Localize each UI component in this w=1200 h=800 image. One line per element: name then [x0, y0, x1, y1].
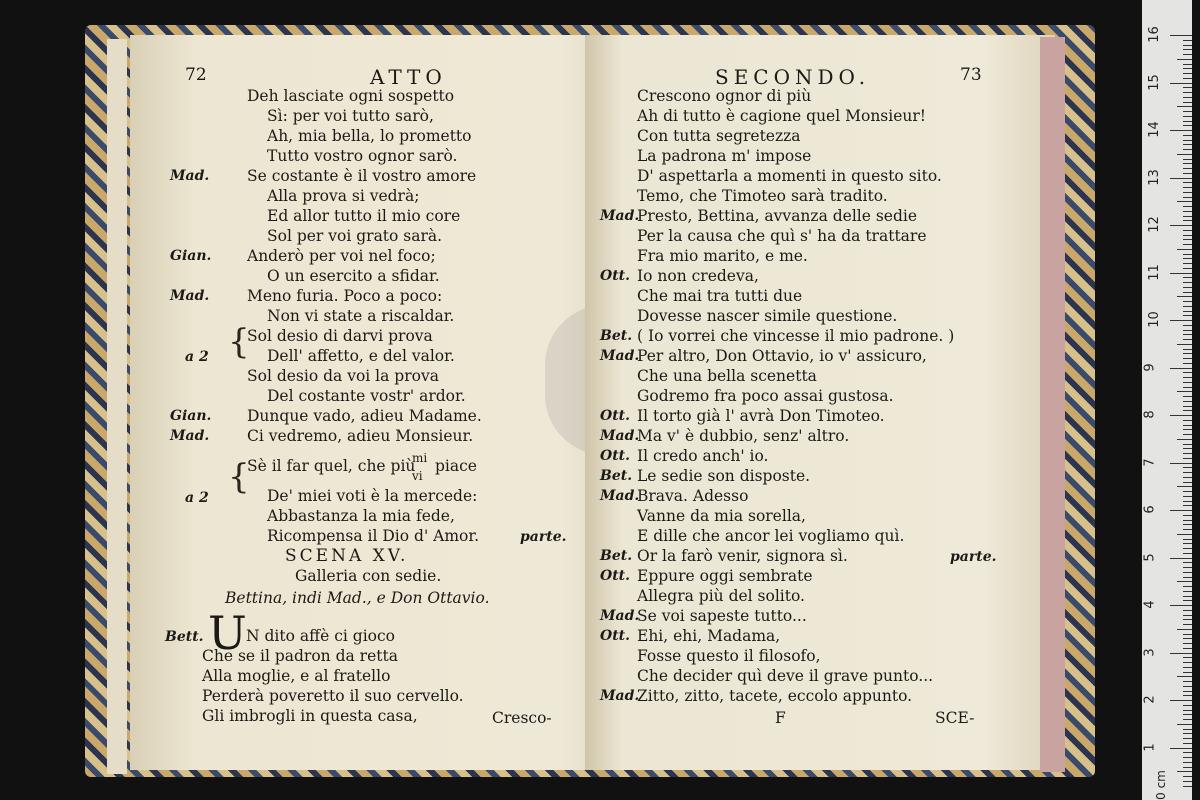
- ruler-tick: [1183, 444, 1192, 445]
- ruler-tick: [1183, 710, 1192, 711]
- brace: {: [228, 457, 250, 497]
- verse-line: Sè il far quel, che più: [247, 457, 416, 475]
- verse-line: Io non credeva,: [637, 267, 759, 285]
- ruler-number: 16: [1146, 26, 1162, 43]
- ruler-tick: [1183, 263, 1192, 264]
- ruler-tick: [1183, 719, 1192, 720]
- speaker-label: Mad.: [170, 288, 210, 304]
- verse-line: Per altro, Don Ottavio, io v' assicuro,: [637, 347, 927, 365]
- ruler-tick: [1183, 68, 1192, 69]
- ruler-tick: [1183, 140, 1192, 141]
- ruler-tick: [1177, 676, 1192, 677]
- ruler-number: 10: [1146, 311, 1162, 328]
- verse-line: Del costante vostr' ardor.: [267, 387, 466, 405]
- speaker-label: Mad.: [600, 488, 640, 504]
- ruler-tick: [1183, 738, 1192, 739]
- verse-line: Deh lasciate ogni sospetto: [247, 87, 455, 105]
- ruler-tick: [1183, 163, 1192, 164]
- verse-line: Sol desio da voi la prova: [247, 367, 439, 385]
- ruler-number: 15: [1146, 73, 1162, 91]
- verse-line: Presto, Bettina, avvanza delle sedie: [637, 207, 918, 225]
- a2-label: a 2: [185, 490, 209, 506]
- setting-line: Galleria con sedie.: [295, 567, 442, 585]
- ruler-tick: [1183, 382, 1192, 383]
- verse-line: Ricompensa il Dio d' Amor.: [267, 527, 479, 545]
- ruler-number: 9: [1142, 362, 1158, 372]
- subscript-vi: vi: [412, 469, 423, 483]
- ruler-tick: [1183, 396, 1192, 397]
- ruler-tick: [1183, 586, 1192, 587]
- ruler-number: 11: [1146, 263, 1162, 281]
- speaker-label: Mad.: [600, 208, 640, 224]
- ruler-tick: [1183, 543, 1192, 544]
- ruler-tick: [1183, 306, 1192, 307]
- ruler-tick: [1183, 448, 1192, 449]
- ruler-tick: [1177, 249, 1192, 250]
- verse-line: Dovesse nascer simile questione.: [637, 307, 898, 325]
- ruler-tick: [1183, 577, 1192, 578]
- ruler-tick: [1183, 330, 1192, 331]
- ruler-tick: [1183, 401, 1192, 402]
- verse-word: piace: [435, 457, 477, 475]
- verse-line: Temo, che Timoteo sarà tradito.: [637, 187, 888, 205]
- speaker-label: Mad.: [170, 428, 210, 444]
- ruler-tick: [1183, 197, 1192, 198]
- ruler-tick: [1170, 35, 1192, 36]
- verse-line: Ah, mia bella, lo prometto: [267, 127, 472, 145]
- ruler-tick: [1183, 187, 1192, 188]
- verse-line: Ci vedremo, adieu Monsieur.: [247, 427, 474, 445]
- ruler-tick: [1183, 553, 1192, 554]
- ruler-tick: [1183, 434, 1192, 435]
- ruler-number: 4: [1142, 600, 1158, 609]
- ruler-tick: [1183, 467, 1192, 468]
- ruler-tick: [1183, 92, 1192, 93]
- ruler-tick: [1170, 748, 1192, 749]
- stage-direction: parte.: [520, 529, 567, 545]
- ruler-tick: [1183, 572, 1192, 573]
- ruler-tick: [1170, 463, 1192, 464]
- ruler-number: 7: [1142, 457, 1158, 467]
- ruler-tick: [1183, 125, 1192, 126]
- verse-line: Dell' affetto, e del valor.: [267, 347, 455, 365]
- ruler-tick: [1177, 201, 1192, 202]
- ruler-tick: [1183, 40, 1192, 41]
- superscript-mi: mi: [412, 451, 428, 465]
- verse-line: Fosse questo il filosofo,: [637, 647, 821, 665]
- verse-line: Se costante è il vostro amore: [247, 167, 477, 185]
- ruler-tick: [1183, 54, 1192, 55]
- ruler-tick: [1183, 206, 1192, 207]
- ruler-tick: [1177, 296, 1192, 297]
- verse-line: E dille che ancor lei vogliamo quì.: [637, 527, 905, 545]
- ruler-tick: [1183, 776, 1192, 777]
- ruler-tick: [1183, 672, 1192, 673]
- ruler-tick: [1183, 729, 1192, 730]
- ruler-tick: [1183, 45, 1192, 46]
- ruler-tick: [1183, 349, 1192, 350]
- ruler-tick: [1183, 705, 1192, 706]
- speaker-label: Gian.: [170, 248, 212, 264]
- ruler-tick: [1170, 700, 1192, 701]
- ruler-tick: [1183, 681, 1192, 682]
- ruler-tick: [1183, 767, 1192, 768]
- ruler-tick: [1183, 339, 1192, 340]
- ruler-tick: [1170, 178, 1192, 179]
- page-number: 73: [960, 65, 982, 85]
- verse-line: Godremo fra poco assai gustosa.: [637, 387, 894, 405]
- verse-line: Abbastanza la mia fede,: [267, 507, 455, 525]
- ruler-tick: [1183, 244, 1192, 245]
- ruler-number: 14: [1146, 121, 1162, 138]
- ruler-number: 2: [1142, 695, 1158, 704]
- ruler-tick: [1183, 496, 1192, 497]
- ruler-tick: [1183, 596, 1192, 597]
- ruler-tick: [1183, 567, 1192, 568]
- speaker-label: Ott.: [600, 568, 631, 584]
- speaker-label: Mad.: [600, 688, 640, 704]
- ruler-tick: [1183, 406, 1192, 407]
- speaker-label: Ott.: [600, 268, 631, 284]
- ruler-tick: [1183, 786, 1192, 787]
- ruler-tick: [1183, 600, 1192, 601]
- ruler-tick: [1183, 624, 1192, 625]
- ruler-tick: [1183, 97, 1192, 98]
- verse-line: De' miei voti è la mercede:: [267, 487, 478, 505]
- drop-cap: U: [208, 606, 247, 660]
- ruler-tick: [1183, 482, 1192, 483]
- verse-line: Ed allor tutto il mio core: [267, 207, 461, 225]
- ruler-tick: [1183, 491, 1192, 492]
- ruler-tick: [1183, 254, 1192, 255]
- ruler-tick: [1170, 320, 1192, 321]
- ruler-tick: [1183, 116, 1192, 117]
- speaker-label: Bet.: [600, 468, 633, 484]
- ruler-tick: [1170, 653, 1192, 654]
- brace: {: [228, 322, 250, 362]
- right-page: [585, 35, 1055, 770]
- ruler-tick: [1183, 87, 1192, 88]
- ruler-tick: [1183, 173, 1192, 174]
- speaker-label: Ott.: [600, 628, 631, 644]
- ruler-tick: [1183, 334, 1192, 335]
- verse-line: Per la causa che quì s' ha da trattare: [637, 227, 927, 245]
- ruler-number: 8: [1142, 410, 1158, 419]
- ruler-tick: [1177, 486, 1192, 487]
- ruler-tick: [1183, 258, 1192, 259]
- ruler-tick: [1183, 282, 1192, 283]
- ruler-tick: [1177, 724, 1192, 725]
- ruler-tick: [1183, 353, 1192, 354]
- ruler-tick: [1183, 235, 1192, 236]
- verse-line: Il credo anch' io.: [637, 447, 769, 465]
- ruler-tick: [1183, 377, 1192, 378]
- right-page-edges: [1040, 37, 1065, 772]
- verse-line: Che se il padron da retta: [202, 647, 398, 665]
- ruler-tick: [1183, 49, 1192, 50]
- ruler-tick: [1183, 638, 1192, 639]
- speaker-label: Bet.: [600, 328, 633, 344]
- ruler-tick: [1170, 130, 1192, 131]
- page-number: 72: [185, 65, 207, 85]
- ruler-tick: [1183, 695, 1192, 696]
- ruler-tick: [1183, 520, 1192, 521]
- verse-line: Meno furia. Poco a poco:: [247, 287, 443, 305]
- ruler-tick: [1170, 558, 1192, 559]
- verse-line: Dunque vado, adieu Madame.: [247, 407, 482, 425]
- verse-line: Se voi sapeste tutto...: [637, 607, 807, 625]
- ruler-tick: [1183, 216, 1192, 217]
- ruler-tick: [1177, 106, 1192, 107]
- ruler-tick: [1183, 168, 1192, 169]
- ruler-tick: [1183, 477, 1192, 478]
- ruler-tick: [1183, 733, 1192, 734]
- a2-label: a 2: [185, 349, 209, 365]
- ruler-tick: [1183, 78, 1192, 79]
- ruler-tick: [1183, 515, 1192, 516]
- ruler-tick: [1183, 691, 1192, 692]
- verse-line: Sì: per voi tutto sarò,: [267, 107, 434, 125]
- ruler-tick: [1183, 211, 1192, 212]
- ruler-number: 3: [1142, 647, 1158, 657]
- ruler-tick: [1183, 182, 1192, 183]
- catchword: SCE-: [935, 709, 975, 727]
- ruler-number: 6: [1142, 505, 1158, 514]
- ruler-tick: [1183, 781, 1192, 782]
- ruler-tick: [1177, 581, 1192, 582]
- verse-line: Sol desio di darvi prova: [247, 327, 433, 345]
- speaker-label: Gian.: [170, 408, 212, 424]
- ruler-tick: [1170, 510, 1192, 511]
- ruler-tick: [1183, 524, 1192, 525]
- verse-line: ( Io vorrei che vincesse il mio padrone. ): [637, 327, 955, 345]
- signature-mark: F: [775, 709, 786, 727]
- open-book: [85, 25, 1095, 777]
- ruler-tick: [1183, 762, 1192, 763]
- ruler-tick: [1183, 358, 1192, 359]
- verse-line: Allegra più del solito.: [637, 587, 805, 605]
- verse-line: Con tutta segretezza: [637, 127, 801, 145]
- ruler-tick: [1183, 429, 1192, 430]
- verse-line: Che decider quì deve il grave punto...: [637, 667, 934, 685]
- ruler-tick: [1183, 372, 1192, 373]
- ruler-tick: [1183, 562, 1192, 563]
- ruler-number: 5: [1142, 552, 1158, 562]
- ruler-tick: [1177, 439, 1192, 440]
- ruler-tick: [1170, 225, 1192, 226]
- verse-line: Non vi state a riscaldar.: [267, 307, 455, 325]
- verse-line: Fra mio marito, e me.: [637, 247, 808, 265]
- ruler-tick: [1183, 714, 1192, 715]
- ruler-tick: [1183, 472, 1192, 473]
- ruler-tick: [1183, 230, 1192, 231]
- ruler-tick: [1170, 273, 1192, 274]
- speaker-label: Ott.: [600, 448, 631, 464]
- verse-line: Alla prova si vedrà;: [267, 187, 420, 205]
- verse-line: Ehi, ehi, Madama,: [637, 627, 781, 645]
- verse-line: Sol per voi grato sarà.: [267, 227, 443, 245]
- ruler-tick: [1183, 662, 1192, 663]
- verse-line: Crescono ognor di più: [637, 87, 812, 105]
- ruler-tick: [1183, 387, 1192, 388]
- speaker-label: Ott.: [600, 408, 631, 424]
- left-page-edges: [107, 39, 127, 774]
- verse-line: Che mai tra tutti due: [637, 287, 803, 305]
- ruler-tick: [1177, 154, 1192, 155]
- speaker-label: Mad.: [170, 168, 210, 184]
- ruler-tick: [1183, 667, 1192, 668]
- catchword: Cresco-: [492, 709, 552, 727]
- ruler-unit: 0 cm: [1153, 770, 1168, 800]
- ruler-tick: [1177, 629, 1192, 630]
- running-header: ATTO: [370, 65, 447, 89]
- ruler-tick: [1177, 534, 1192, 535]
- ruler-tick: [1183, 121, 1192, 122]
- ruler-tick: [1183, 192, 1192, 193]
- ruler-tick: [1183, 159, 1192, 160]
- ruler-tick: [1177, 344, 1192, 345]
- ruler-tick: [1183, 539, 1192, 540]
- ruler-tick: [1183, 643, 1192, 644]
- ruler-tick: [1183, 634, 1192, 635]
- ruler-tick: [1183, 135, 1192, 136]
- verse-line: Perderà poveretto il suo cervello.: [202, 687, 464, 705]
- verse-line: Ah di tutto è cagione quel Monsieur!: [637, 107, 927, 125]
- speaker-label: Bett.: [165, 629, 204, 645]
- ruler-tick: [1183, 610, 1192, 611]
- ruler-tick: [1183, 743, 1192, 744]
- verse-line: Zitto, zitto, tacete, eccolo appunto.: [637, 687, 913, 705]
- ruler-tick: [1170, 605, 1192, 606]
- ruler-tick: [1183, 648, 1192, 649]
- ruler-tick: [1183, 363, 1192, 364]
- scene-title: SCENA XV.: [285, 546, 409, 566]
- verse-line: Eppure oggi sembrate: [637, 567, 813, 585]
- ruler-tick: [1183, 325, 1192, 326]
- ruler-tick: [1183, 292, 1192, 293]
- ruler-tick: [1183, 458, 1192, 459]
- verse-line: Anderò per voi nel foco;: [247, 247, 436, 265]
- ruler-tick: [1183, 686, 1192, 687]
- measurement-ruler: [1142, 0, 1192, 800]
- verse-line: Tutto vostro ognor sarò.: [267, 147, 458, 165]
- verse-line: Or la farò venir, signora sì.: [637, 547, 848, 565]
- ruler-tick: [1183, 64, 1192, 65]
- verse-line: Alla moglie, e al fratello: [202, 667, 391, 685]
- ruler-tick: [1177, 59, 1192, 60]
- ruler-tick: [1183, 315, 1192, 316]
- ruler-tick: [1183, 410, 1192, 411]
- ruler-tick: [1183, 420, 1192, 421]
- ruler-tick: [1183, 73, 1192, 74]
- ruler-tick: [1183, 149, 1192, 150]
- ruler-tick: [1170, 415, 1192, 416]
- ruler-tick: [1183, 111, 1192, 112]
- ruler-tick: [1183, 239, 1192, 240]
- speaker-label: Mad.: [600, 348, 640, 364]
- verse-line: D' aspettarla a momenti in questo sito.: [637, 167, 942, 185]
- ruler-tick: [1183, 657, 1192, 658]
- ruler-tick: [1177, 391, 1192, 392]
- speaker-label: Bet.: [600, 548, 633, 564]
- ruler-tick: [1183, 529, 1192, 530]
- ruler-number: 12: [1146, 216, 1162, 233]
- verse-line: Le sedie son disposte.: [637, 467, 811, 485]
- ruler-tick: [1183, 505, 1192, 506]
- ruler-tick: [1183, 311, 1192, 312]
- verse-line: Vanne da mia sorella,: [637, 507, 806, 525]
- ruler-tick: [1183, 102, 1192, 103]
- ruler-tick: [1183, 277, 1192, 278]
- stage-direction: parte.: [950, 549, 997, 565]
- ruler-tick: [1183, 453, 1192, 454]
- ruler-tick: [1170, 368, 1192, 369]
- ruler-tick: [1183, 144, 1192, 145]
- ruler-tick: [1183, 619, 1192, 620]
- ruler-tick: [1170, 83, 1192, 84]
- ruler-tick: [1183, 591, 1192, 592]
- speaker-label: Mad.: [600, 608, 640, 624]
- ruler-tick: [1183, 548, 1192, 549]
- verse-line: O un esercito a sfidar.: [267, 267, 440, 285]
- ruler-tick: [1183, 425, 1192, 426]
- running-header: SECONDO.: [715, 65, 871, 89]
- ruler-tick: [1183, 757, 1192, 758]
- ruler-number: 1: [1142, 742, 1158, 752]
- ruler-tick: [1177, 771, 1192, 772]
- ruler-tick: [1183, 287, 1192, 288]
- ruler-tick: [1183, 301, 1192, 302]
- ruler-tick: [1183, 752, 1192, 753]
- ruler-tick: [1183, 268, 1192, 269]
- speaker-label: Mad.: [600, 428, 640, 444]
- cast-line: Bettina, indi Mad., e Don Ottavio.: [225, 589, 490, 607]
- verse-line: Il torto già l' avrà Don Timoteo.: [637, 407, 885, 425]
- ruler-number: 13: [1146, 168, 1162, 186]
- verse-line: Brava. Adesso: [637, 487, 749, 505]
- ruler-tick: [1183, 615, 1192, 616]
- verse-line: Ma v' è dubbio, senz' altro.: [637, 427, 850, 445]
- ruler-tick: [1183, 501, 1192, 502]
- verse-line: La padrona m' impose: [637, 147, 812, 165]
- verse-line: Che una bella scenetta: [637, 367, 817, 385]
- verse-line: Gli imbrogli in questa casa,: [202, 707, 418, 725]
- verse-line: N dito affè ci gioco: [246, 627, 395, 645]
- ruler-tick: [1183, 220, 1192, 221]
